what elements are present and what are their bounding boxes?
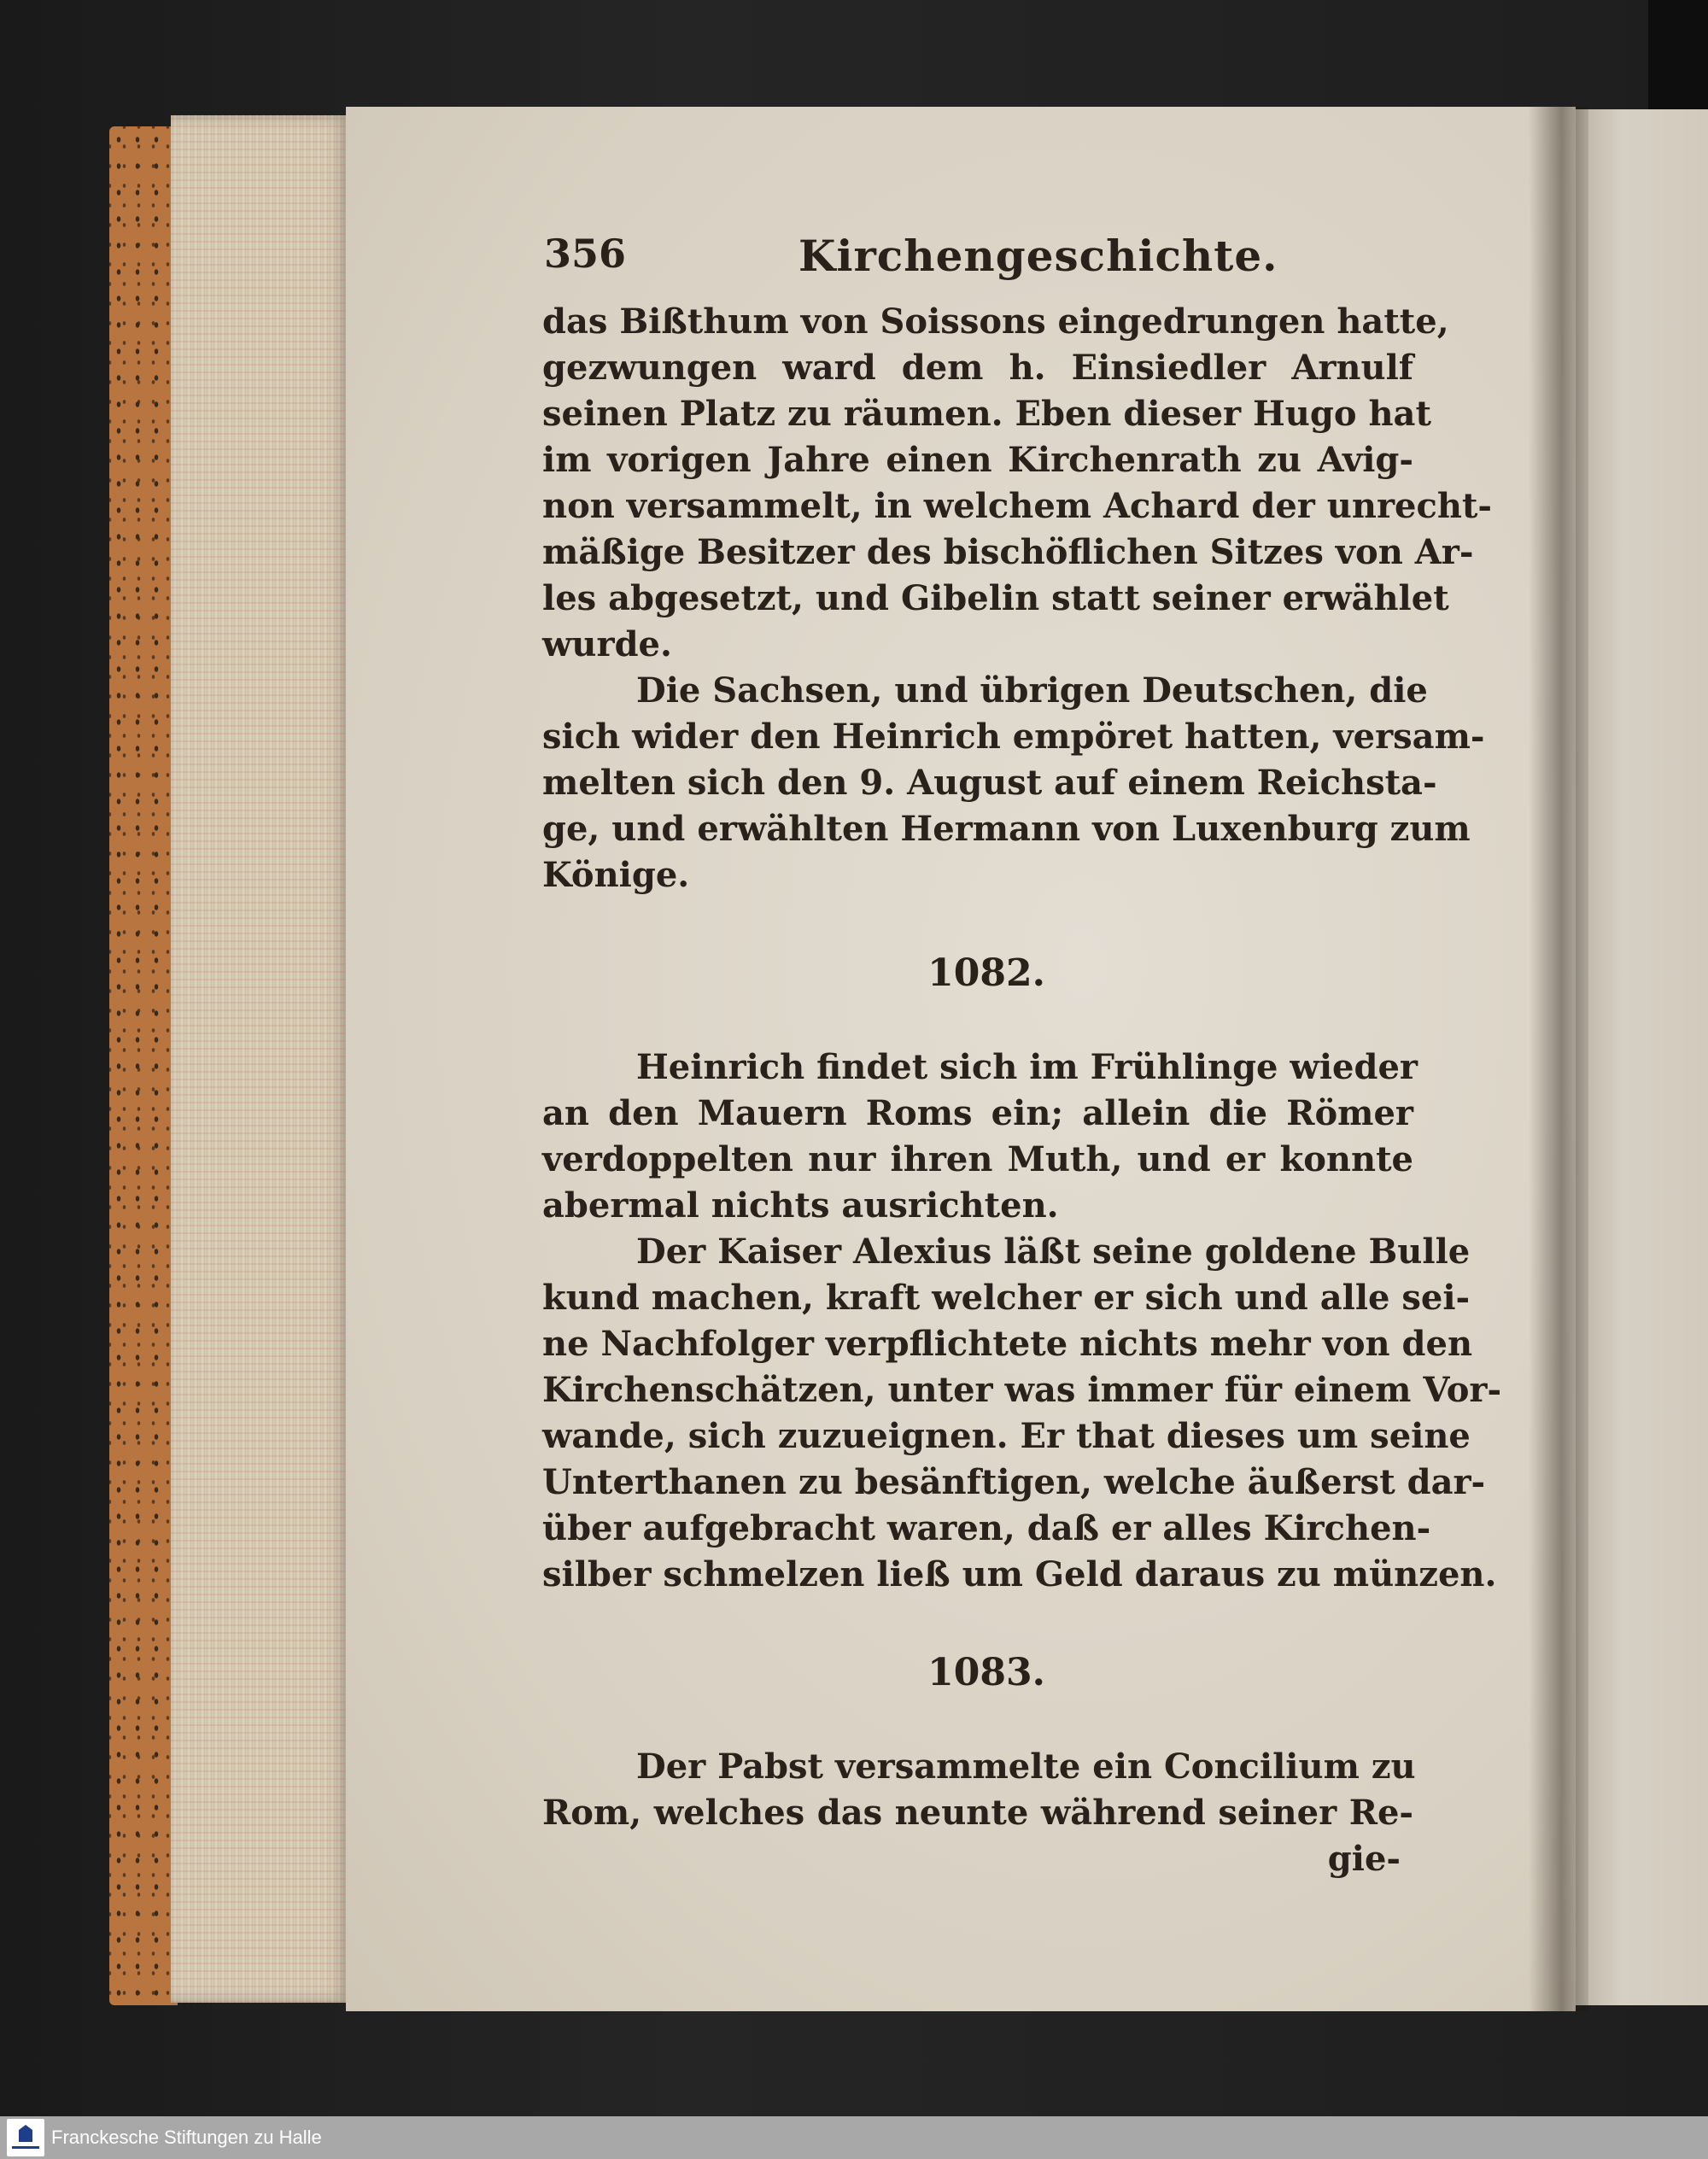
text-line: Kirchenschätzen, unter was immer für einem Vor- <box>542 1370 1502 1410</box>
background-shadow <box>1648 0 1708 120</box>
text-line: verdoppelten nur ihren Muth, und er konnte <box>542 1139 1413 1179</box>
paragraph-3 <box>542 1044 1418 1229</box>
text-line: Heinrich findet sich im Frühlinge wieder <box>636 1047 1418 1087</box>
text-line: sich wider den Heinrich empöret hatten, versam- <box>542 717 1485 757</box>
text-line: ge, und erwählten Hermann von Luxenburg zum <box>542 809 1471 849</box>
right-page-edge <box>1576 109 1708 2005</box>
text-line: mäßige Besitzer des bischöflichen Sitzes von Ar- <box>542 532 1474 572</box>
text-line: abermal nichts ausrichten. <box>542 1185 1059 1226</box>
paragraph-4 <box>542 1229 1502 1598</box>
text-line: melten sich den 9. August auf einem Reichsta- <box>542 763 1437 803</box>
paragraph-2 <box>542 668 1485 898</box>
book-gutter <box>1529 107 1588 2011</box>
footer-bar <box>0 2116 1708 2159</box>
text-line: wande, sich zuzueignen. Er that dieses um seine <box>542 1416 1471 1456</box>
text-line: silber schmelzen ließ um Geld daraus zu münzen. <box>542 1554 1497 1594</box>
text-line: an den Mauern Roms ein; allein die Römer <box>542 1093 1413 1133</box>
text-line: Unterthanen zu besänftigen, welche äußerst dar- <box>542 1462 1486 1502</box>
text-line: über aufgebracht waren, daß er alles Kirchen- <box>542 1508 1431 1548</box>
page-number: 356 <box>544 231 627 277</box>
book-cover-edge <box>109 126 178 2005</box>
catchword: gie- <box>1327 1839 1401 1879</box>
text-line: im vorigen Jahre einen Kirchenrath zu Avig- <box>542 440 1413 480</box>
running-head <box>542 231 1413 299</box>
book-page-edges <box>171 115 350 2003</box>
text-line: kund machen, kraft welcher er sich und alle sei- <box>542 1278 1471 1318</box>
year-heading: 1082. <box>927 951 1045 995</box>
text-line: Die Sachsen, und übrigen Deutschen, die <box>636 670 1428 711</box>
text-line: seinen Platz zu räumen. Eben dieser Hugo hat <box>542 394 1431 434</box>
text-line: wurde. <box>542 624 672 664</box>
year-heading: 1083. <box>927 1651 1045 1694</box>
text-line: das Bißthum von Soissons eingedrungen hatte, <box>542 301 1449 342</box>
text-line: non versammelt, in welchem Achard der unrecht- <box>542 486 1492 526</box>
paragraph-5 <box>542 1744 1416 1882</box>
text-line: les abgesetzt, und Gibelin statt seiner erwählet <box>542 578 1449 618</box>
text-line: ne Nachfolger verpflichtete nichts mehr von den <box>542 1324 1473 1364</box>
text-line: Könige. <box>542 855 690 895</box>
paragraph-1 <box>542 299 1492 668</box>
text-line: Der Pabst versammelte ein Concilium zu <box>636 1747 1416 1787</box>
institution-logo-icon <box>7 2119 44 2156</box>
running-title: Kirchengeschichte. <box>798 231 1278 281</box>
footer-institution: Franckesche Stiftungen zu Halle <box>51 2127 322 2148</box>
page-text <box>542 231 1502 1882</box>
text-line: gezwungen ward dem h. Einsiedler Arnulf <box>542 348 1413 388</box>
text-line: Rom, welches das neunte während seiner Re- <box>542 1793 1413 1833</box>
text-line: Der Kaiser Alexius läßt seine goldene Bulle <box>636 1232 1471 1272</box>
